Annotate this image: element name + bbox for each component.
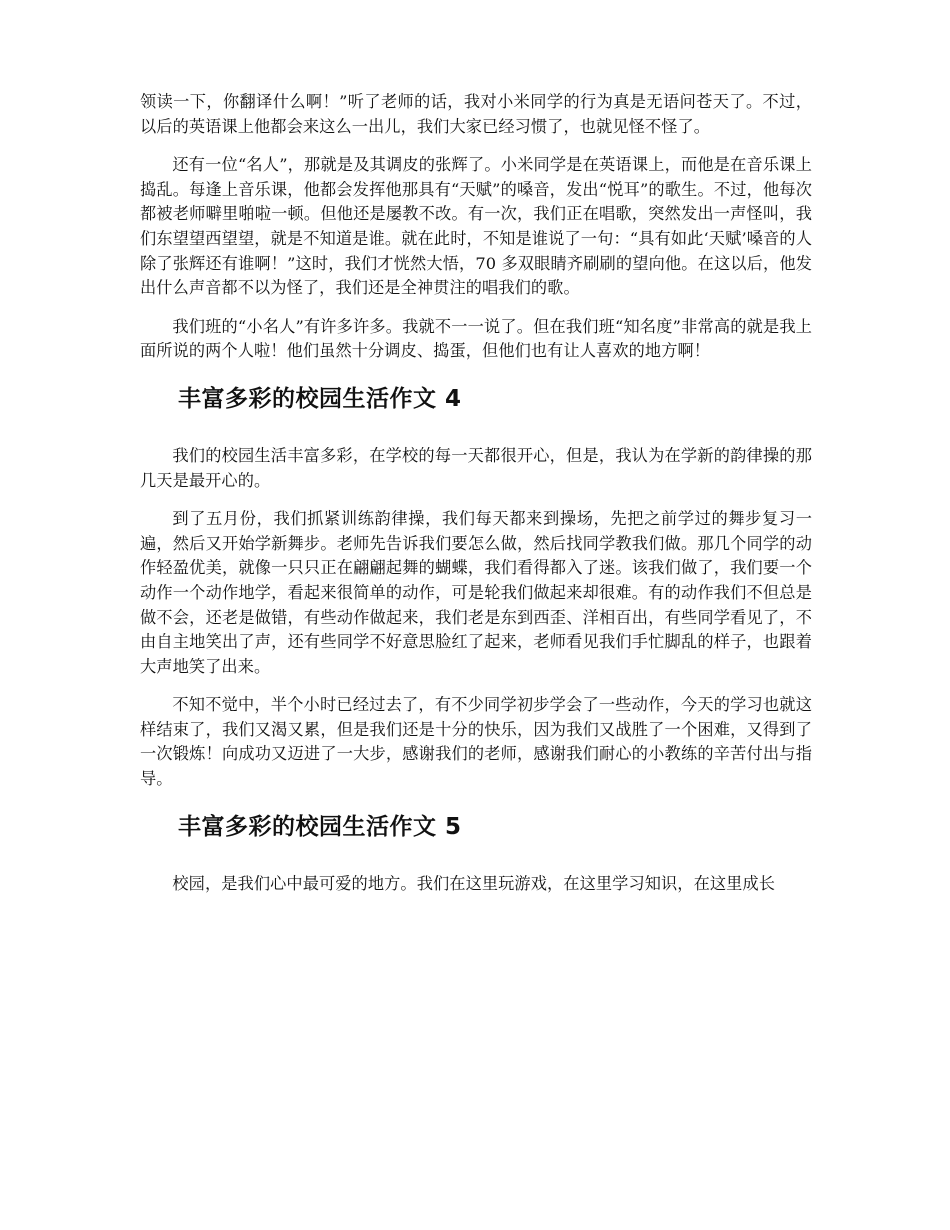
paragraph: 我们的校园生活丰富多彩，在学校的每一天都很开心，但是，我认为在学新的韵律操的那几天是最开心的。 <box>140 445 812 490</box>
paragraph: 校园，是我们心中最可爱的地方。我们在这里玩游戏，在这里学习知识，在这里成长 <box>172 873 776 893</box>
paragraph: 到了五月份，我们抓紧训练韵律操，我们每天都来到操场，先把之前学过的舞步复习一遍，然后又开始学新舞步。老师先告诉我们要怎么做，然后找同学教我们做。那几个同学的动作轻盈优美，就像一只只正在翩翩起舞的蝴蝶，我们看得都入了迷。该我们做了，我们要一个动作一个动作地学，看起来很简单的动作，可是轮我们做起来却很难。有的动作我们不但总是做不会，还老是做错，有些动作做起来，我们老是东到西歪、洋相百出，有些同学看见了，不由自主地笑出了声，还有些同学不好意思脸红了起来，老师看见我们手忙脚乱的样子，也跟着大声地笑了出来。 <box>140 509 812 676</box>
document-page <box>140 90 812 910</box>
paragraph: 还有一位“名人”，那就是及其调皮的张辉了。小米同学是在英语课上，而他是在音乐课上捣乱。每逢上音乐课，他都会发挥他那具有“天赋”的嗓音，发出“悦耳”的歌生。不过，他每次都被老师噼里啪啦一顿。但他还是屡教不改。有一次，我们正在唱歌，突然发出一声怪叫，我们东望望西望望，就是不知道是谁。就在此时，不知是谁说了一句：“具有如此‘天赋’嗓音的人除了张辉还有谁啊！”这时，我们才恍然大悟，70 多双眼睛齐刷刷的望向他。在这以后，他发出什么声音都不以为怪了，我们还是全神贯注的唱我们的歌。 <box>140 155 812 298</box>
paragraph: 不知不觉中，半个小时已经过去了，有不少同学初步学会了一些动作，今天的学习也就这样结束了，我们又渴又累，但是我们还是十分的快乐，因为我们又战胜了一个困难，又得到了一次锻炼！向成功又迈进了一大步，感谢我们的老师，感谢我们耐心的小教练的辛苦付出与指导。 <box>140 695 812 789</box>
paragraph: 领读一下，你翻译什么啊！”听了老师的话，我对小米同学的行为真是无语问苍天了。不过，以后的英语课上他都会来这么一出儿，我们大家已经习惯了，也就见怪不怪了。 <box>140 92 812 136</box>
paragraph: 我们班的“小名人”有许多许多。我就不一一说了。但在我们班“知名度”非常高的就是我上面所说的两个人啦！他们虽然十分调皮、捣蛋，但他们也有让人喜欢的地方啊！ <box>140 316 812 361</box>
section-heading: 丰富多彩的校园生活作文 5 <box>178 813 462 840</box>
section-heading: 丰富多彩的校园生活作文 4 <box>178 385 462 412</box>
